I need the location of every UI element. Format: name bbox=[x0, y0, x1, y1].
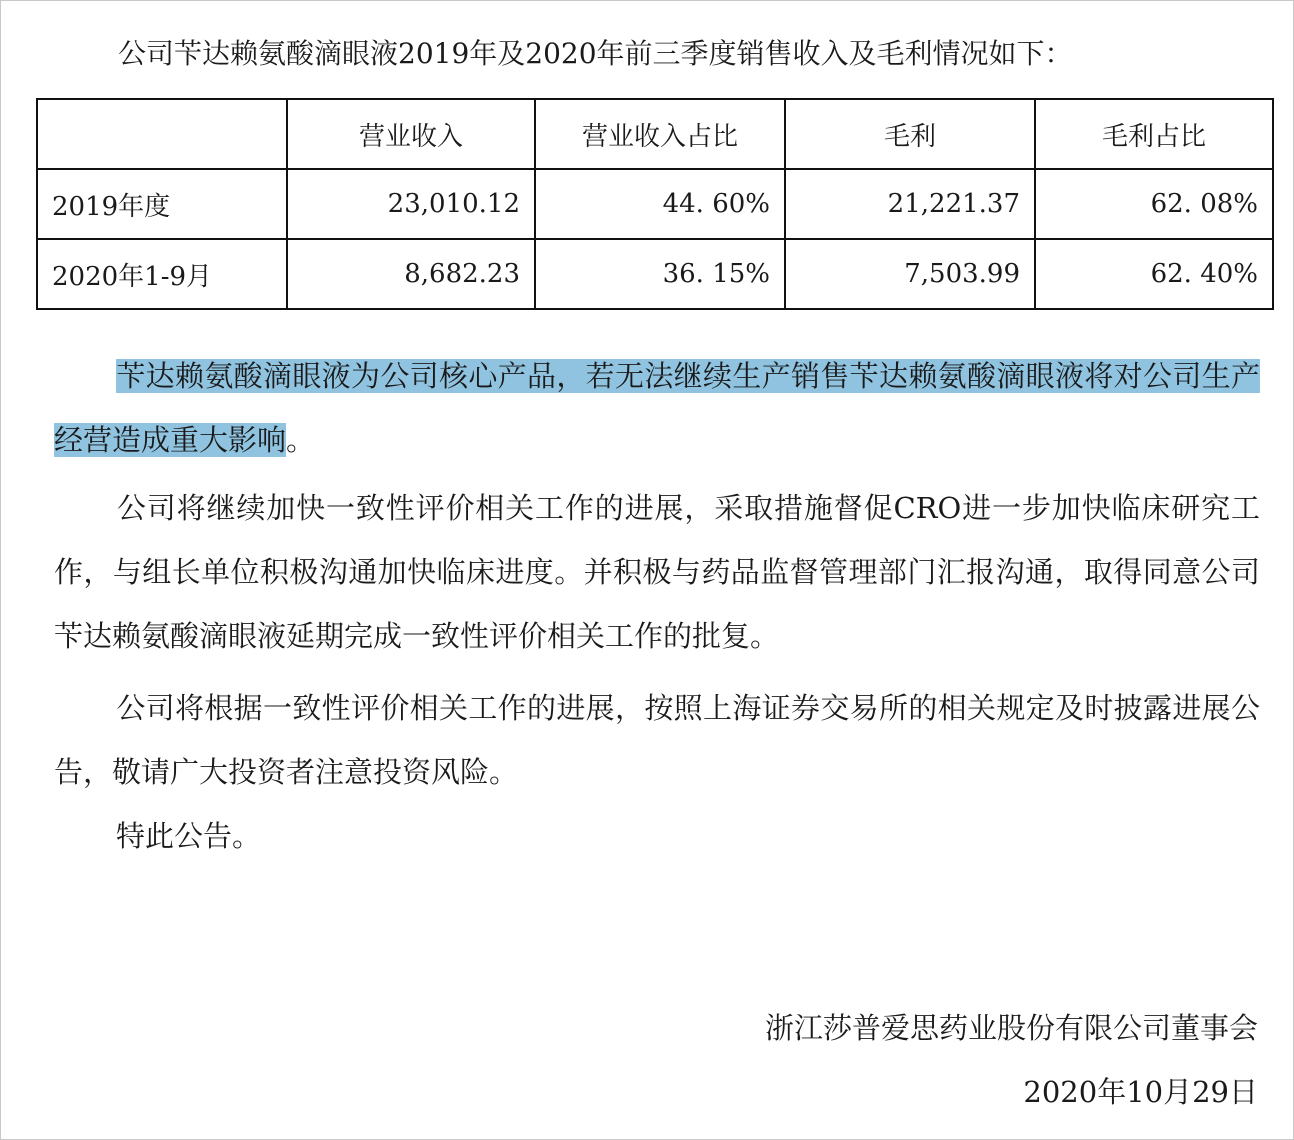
paragraph-progress bbox=[54, 476, 1260, 668]
revenue-share-cell: 44. 60% bbox=[535, 169, 785, 239]
intro-text: 公司苄达赖氨酸滴眼液2019年及2020年前三季度销售收入及毛利情况如下： bbox=[118, 37, 1073, 70]
header-cell-blank bbox=[37, 99, 287, 169]
highlighted-text[interactable]: 核心产品， bbox=[439, 359, 586, 393]
paragraph-disclosure bbox=[54, 676, 1260, 804]
highlighted-text[interactable]: 造成重大影响 bbox=[112, 423, 287, 457]
closing-paragraph bbox=[54, 804, 1260, 868]
gross-profit-share-cell: 62. 40% bbox=[1035, 239, 1273, 309]
paragraph-progress-text: 公司将继续加快一致性评价相关工作的进展，采取措施督促CRO进一步加快临床研究工作，与组长单位积极沟通加快临床进度。并积极与药品监督管理部门汇报沟通，取得同意公司苄达赖氨酸滴眼液延期完成一致性评价相关工作的批复。 bbox=[54, 491, 1260, 653]
paragraph-disclosure-text: 公司将根据一致性评价相关工作的进展，按照上海证券交易所的相关规定及时披露进展公告，敬请广大投资者注意投资风险。 bbox=[54, 691, 1260, 789]
gross-profit-cell: 7,503.99 bbox=[785, 239, 1035, 309]
revenue-cell: 8,682.23 bbox=[287, 239, 535, 309]
header-cell-revenue: 营业收入 bbox=[287, 99, 535, 169]
highlighted-text[interactable]: 苄达赖氨酸滴眼液为公司 bbox=[116, 359, 439, 393]
revenue-cell: 23,010.12 bbox=[287, 169, 535, 239]
row-label: 2019年度 bbox=[37, 169, 287, 239]
header-cell-gross-profit: 毛利 bbox=[785, 99, 1035, 169]
table-row bbox=[37, 169, 1273, 239]
table-row bbox=[37, 239, 1273, 309]
sales-table bbox=[36, 98, 1274, 310]
table-header-row bbox=[37, 99, 1273, 169]
paragraph-end-mark: 。 bbox=[286, 423, 316, 457]
header-cell-gross-profit-share: 毛利占比 bbox=[1035, 99, 1273, 169]
header-cell-revenue-share: 营业收入占比 bbox=[535, 99, 785, 169]
revenue-share-cell: 36. 15% bbox=[535, 239, 785, 309]
gross-profit-cell: 21,221.37 bbox=[785, 169, 1035, 239]
gross-profit-share-cell: 62. 08% bbox=[1035, 169, 1273, 239]
signature-company: 浙江莎普爱思药业股份有限公司董事会 bbox=[764, 1011, 1258, 1045]
highlighted-paragraph[interactable] bbox=[54, 344, 1260, 472]
highlighted-text[interactable]: 若无法继续生产销售苄达赖氨酸滴眼液将对公司生产经营 bbox=[54, 359, 1260, 457]
signature-date: 2020年10月29日 bbox=[1023, 1075, 1258, 1109]
closing-text: 特此公告。 bbox=[116, 819, 262, 853]
row-label: 2020年1-9月 bbox=[37, 239, 287, 309]
